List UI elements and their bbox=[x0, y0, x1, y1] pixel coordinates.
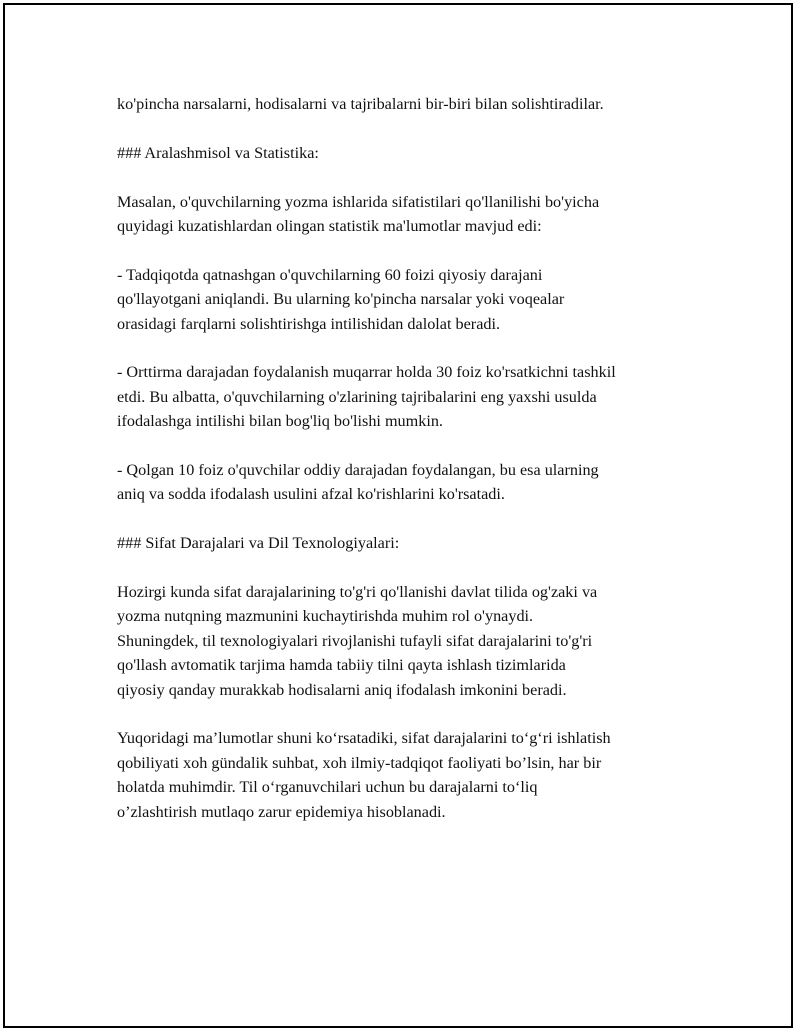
paragraph-intro bbox=[117, 92, 707, 116]
text-line: Shuningdek, til texnologiyalari rivojlanishi tufayli sifat darajalarini to'g'ri bbox=[117, 631, 593, 650]
text-line: qobiliyati xoh gündalik suhbat, xoh ilmiy-tadqiqot faoliyati bo’lsin, har bir bbox=[117, 753, 602, 772]
paragraph-conclusion bbox=[117, 726, 707, 824]
text-line: Yuqoridagi ma’lumotlar shuni ko‘rsatadiki, sifat darajalarini to‘g‘ri ishlatish bbox=[117, 729, 611, 748]
text-line: Hozirgi kunda sifat darajalarining to'g'ri qo'llanishi davlat tilida og'zaki va bbox=[117, 583, 598, 602]
text-line: yozma nutqning mazmunini kuchaytirishda muhim rol o'ynaydi. bbox=[117, 607, 534, 626]
paragraph-comparative bbox=[117, 263, 707, 336]
text-line: qo'llash avtomatik tarjima hamda tabiiy tilni qayta ishlash tizimlarida bbox=[117, 656, 566, 675]
text-line: quyidagi kuzatishlardan olingan statistik ma'lumotlar mavjud edi: bbox=[117, 217, 542, 235]
text-line: etdi. Bu albatta, o'quvchilarning o'zlarining tajribalarini eng yaxshi usulda bbox=[117, 387, 597, 406]
text-line: aniq va sodda ifodalash usulini afzal ko'rishlarini ko'rsatadi. bbox=[117, 485, 505, 504]
paragraph-superlative bbox=[117, 360, 707, 433]
text-line: - Orttirma darajadan foydalanish muqarrar holda 30 foiz ko'rsatkichni tashkil bbox=[117, 363, 616, 382]
paragraph-example bbox=[117, 190, 707, 239]
text-line: ### Aralashmisol va Statistika: bbox=[117, 143, 319, 162]
text-line: qo'llayotgani aniqlandi. Bu ularning ko'pincha narsalar yoki voqealar bbox=[117, 290, 565, 309]
text-line: orasidagi farqlarni solishtirishga intilishidan dalolat beradi. bbox=[117, 314, 501, 333]
paragraph-technologies bbox=[117, 580, 707, 702]
text-line: qiyosiy qanday murakkab hodisalarni aniq ifodalash imkonini beradi. bbox=[117, 680, 567, 699]
text-line: ko'pincha narsalarni, hodisalarni va tajribalarni bir-biri bilan solishtiradilar. bbox=[117, 95, 604, 113]
heading-technologies bbox=[117, 531, 707, 555]
document-body bbox=[117, 92, 707, 848]
text-line: Masalan, o'quvchilarning yozma ishlarida sifatistilari qo'llanilishi bo'yicha bbox=[117, 192, 600, 211]
paragraph-simple bbox=[117, 458, 707, 507]
text-line: ### Sifat Darajalari va Dil Texnologiyalari: bbox=[117, 534, 400, 553]
text-line: - Tadqiqotda qatnashgan o'quvchilarning 60 foizi qiyosiy darajani bbox=[117, 265, 543, 284]
text-line: holatda muhimdir. Til o‘rganuvchilari uchun bu darajalarni to‘liq bbox=[117, 778, 538, 797]
text-line: ifodalashga intilishi bilan bog'liq bo'lishi mumkin. bbox=[117, 412, 443, 431]
heading-statistics bbox=[117, 141, 707, 165]
text-line: o’zlashtirish mutlaqo zarur epidemiya hisoblanadi. bbox=[117, 802, 446, 821]
text-line: - Qolgan 10 foiz o'quvchilar oddiy darajadan foydalangan, bu esa ularning bbox=[117, 461, 599, 480]
